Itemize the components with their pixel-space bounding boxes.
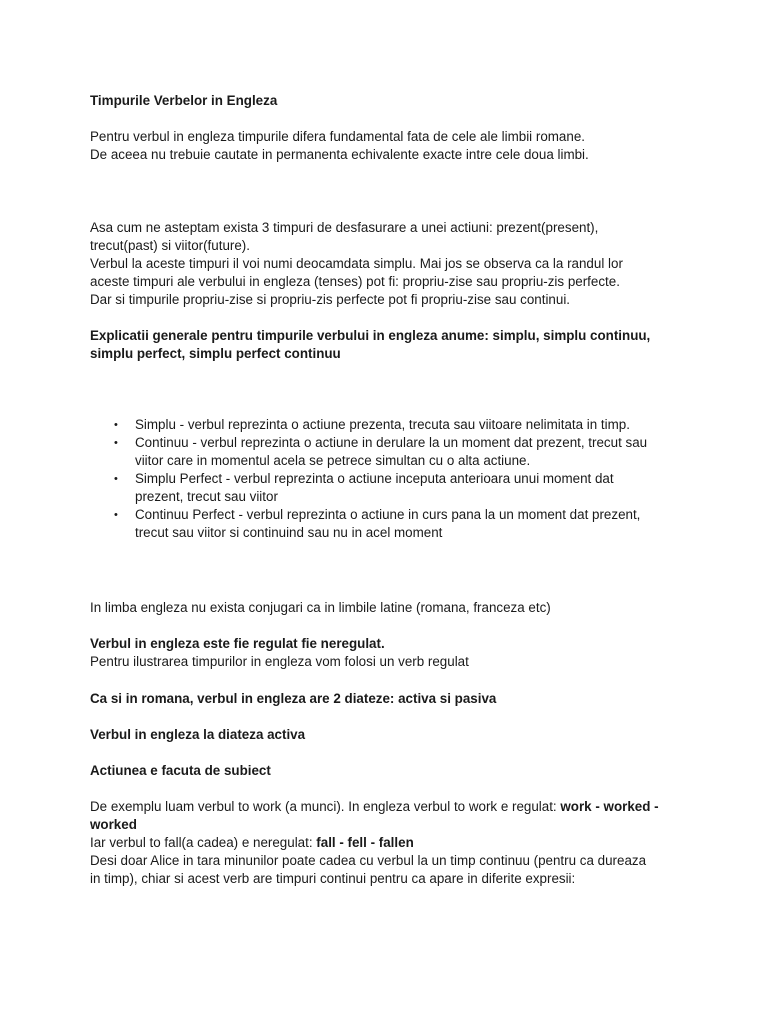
- para-line-4: aceste timpuri ale verbului in engleza (tenses) pot fi: propriu-zise sau propriu-zis perfecte.: [90, 274, 620, 289]
- example-line-5: in timp), chiar si acest verb are timpuri continui pentru ca apare in diferite expresii:: [90, 871, 576, 886]
- bullet-item-continuu: [90, 434, 690, 470]
- example-line-4: Desi doar Alice in tara minunilor poate cadea cu verbul la un timp continuu (pentru ca dureaza: [90, 853, 647, 868]
- bullet-line: Continuu - verbul reprezinta o actiune in derulare la un moment dat prezent, trecut sau: [135, 435, 648, 450]
- example-line-2: worked: [90, 817, 137, 832]
- intro-line-2: De aceea nu trebuie cautate in permanenta echivalente exacte intre cele doua limbi.: [90, 147, 589, 162]
- bullet-line: trecut sau viitor si continuind sau nu in acel moment: [135, 525, 443, 540]
- bullet-item-simplu: [90, 416, 690, 434]
- para-line-5: Dar si timpurile propriu-zise si propriu-zis perfecte pot fi propriu-zise sau continui.: [90, 292, 571, 307]
- bullet-dot-icon: •: [114, 419, 118, 431]
- bullet-item-continuu-perfect: [90, 506, 690, 542]
- bullet-line: viitor care in momentul acela se petrece simultan cu o alta actiune.: [135, 453, 531, 468]
- bullet-line: Simplu Perfect - verbul reprezinta o actiune inceputa anterioara unui moment dat: [135, 471, 614, 486]
- bullet-line: Simplu - verbul reprezinta o actiune prezenta, trecuta sau viitoare nelimitata in timp.: [135, 417, 630, 432]
- intro-line-1: Pentru verbul in engleza timpurile difera fundamental fata de cele ale limbii romane.: [90, 129, 585, 144]
- bullet-line: prezent, trecut sau viitor: [135, 489, 278, 504]
- regulat-heading: Verbul in engleza este fie regulat fie neregulat.: [90, 636, 385, 651]
- para-line-1: Asa cum ne asteptam exista 3 timpuri de desfasurare a unei actiuni: prezent(present),: [90, 220, 599, 235]
- example-line-1-text: De exemplu luam verbul to work (a munci). In engleza verbul to work e regulat:: [90, 799, 561, 814]
- example-line-3: [90, 834, 690, 852]
- bullet-item-simplu-perfect: [90, 470, 690, 506]
- example-line-1: [90, 798, 690, 816]
- explicatii-heading-line-2: simplu perfect, simplu perfect continuu: [90, 346, 341, 361]
- para-line-2: trecut(past) si viitor(future).: [90, 238, 250, 253]
- bullet-dot-icon: •: [114, 509, 118, 521]
- document-title: Timpurile Verbelor in Engleza: [90, 93, 278, 108]
- bullet-line: Continuu Perfect - verbul reprezinta o actiune in curs pana la un moment dat prezent,: [135, 507, 641, 522]
- explicatii-heading-line-1: Explicatii generale pentru timpurile verbului in engleza anume: simplu, simplu continuu,: [90, 328, 651, 343]
- bullet-dot-icon: •: [114, 473, 118, 485]
- bullet-dot-icon: •: [114, 437, 118, 449]
- tenses-bullet-list: [90, 416, 690, 542]
- para-line-3: Verbul la aceste timpuri il voi numi deocamdata simplu. Mai jos se observa ca la randul lor: [90, 256, 623, 271]
- regulat-text: Pentru ilustrarea timpurilor in engleza vom folosi un verb regulat: [90, 654, 469, 669]
- diateze-heading: Ca si in romana, verbul in engleza are 2 diateze: activa si pasiva: [90, 691, 497, 706]
- work-forms-bold: work - worked -: [560, 799, 659, 814]
- example-line-3-text: Iar verbul to fall(a cadea) e neregulat:: [90, 835, 317, 850]
- fall-forms-bold: fall - fell - fallen: [316, 835, 414, 850]
- subiect-heading: Actiunea e facuta de subiect: [90, 763, 271, 778]
- activa-heading: Verbul in engleza la diateza activa: [90, 727, 306, 742]
- conjugari-text: In limba engleza nu exista conjugari ca in limbile latine (romana, franceza etc): [90, 600, 551, 615]
